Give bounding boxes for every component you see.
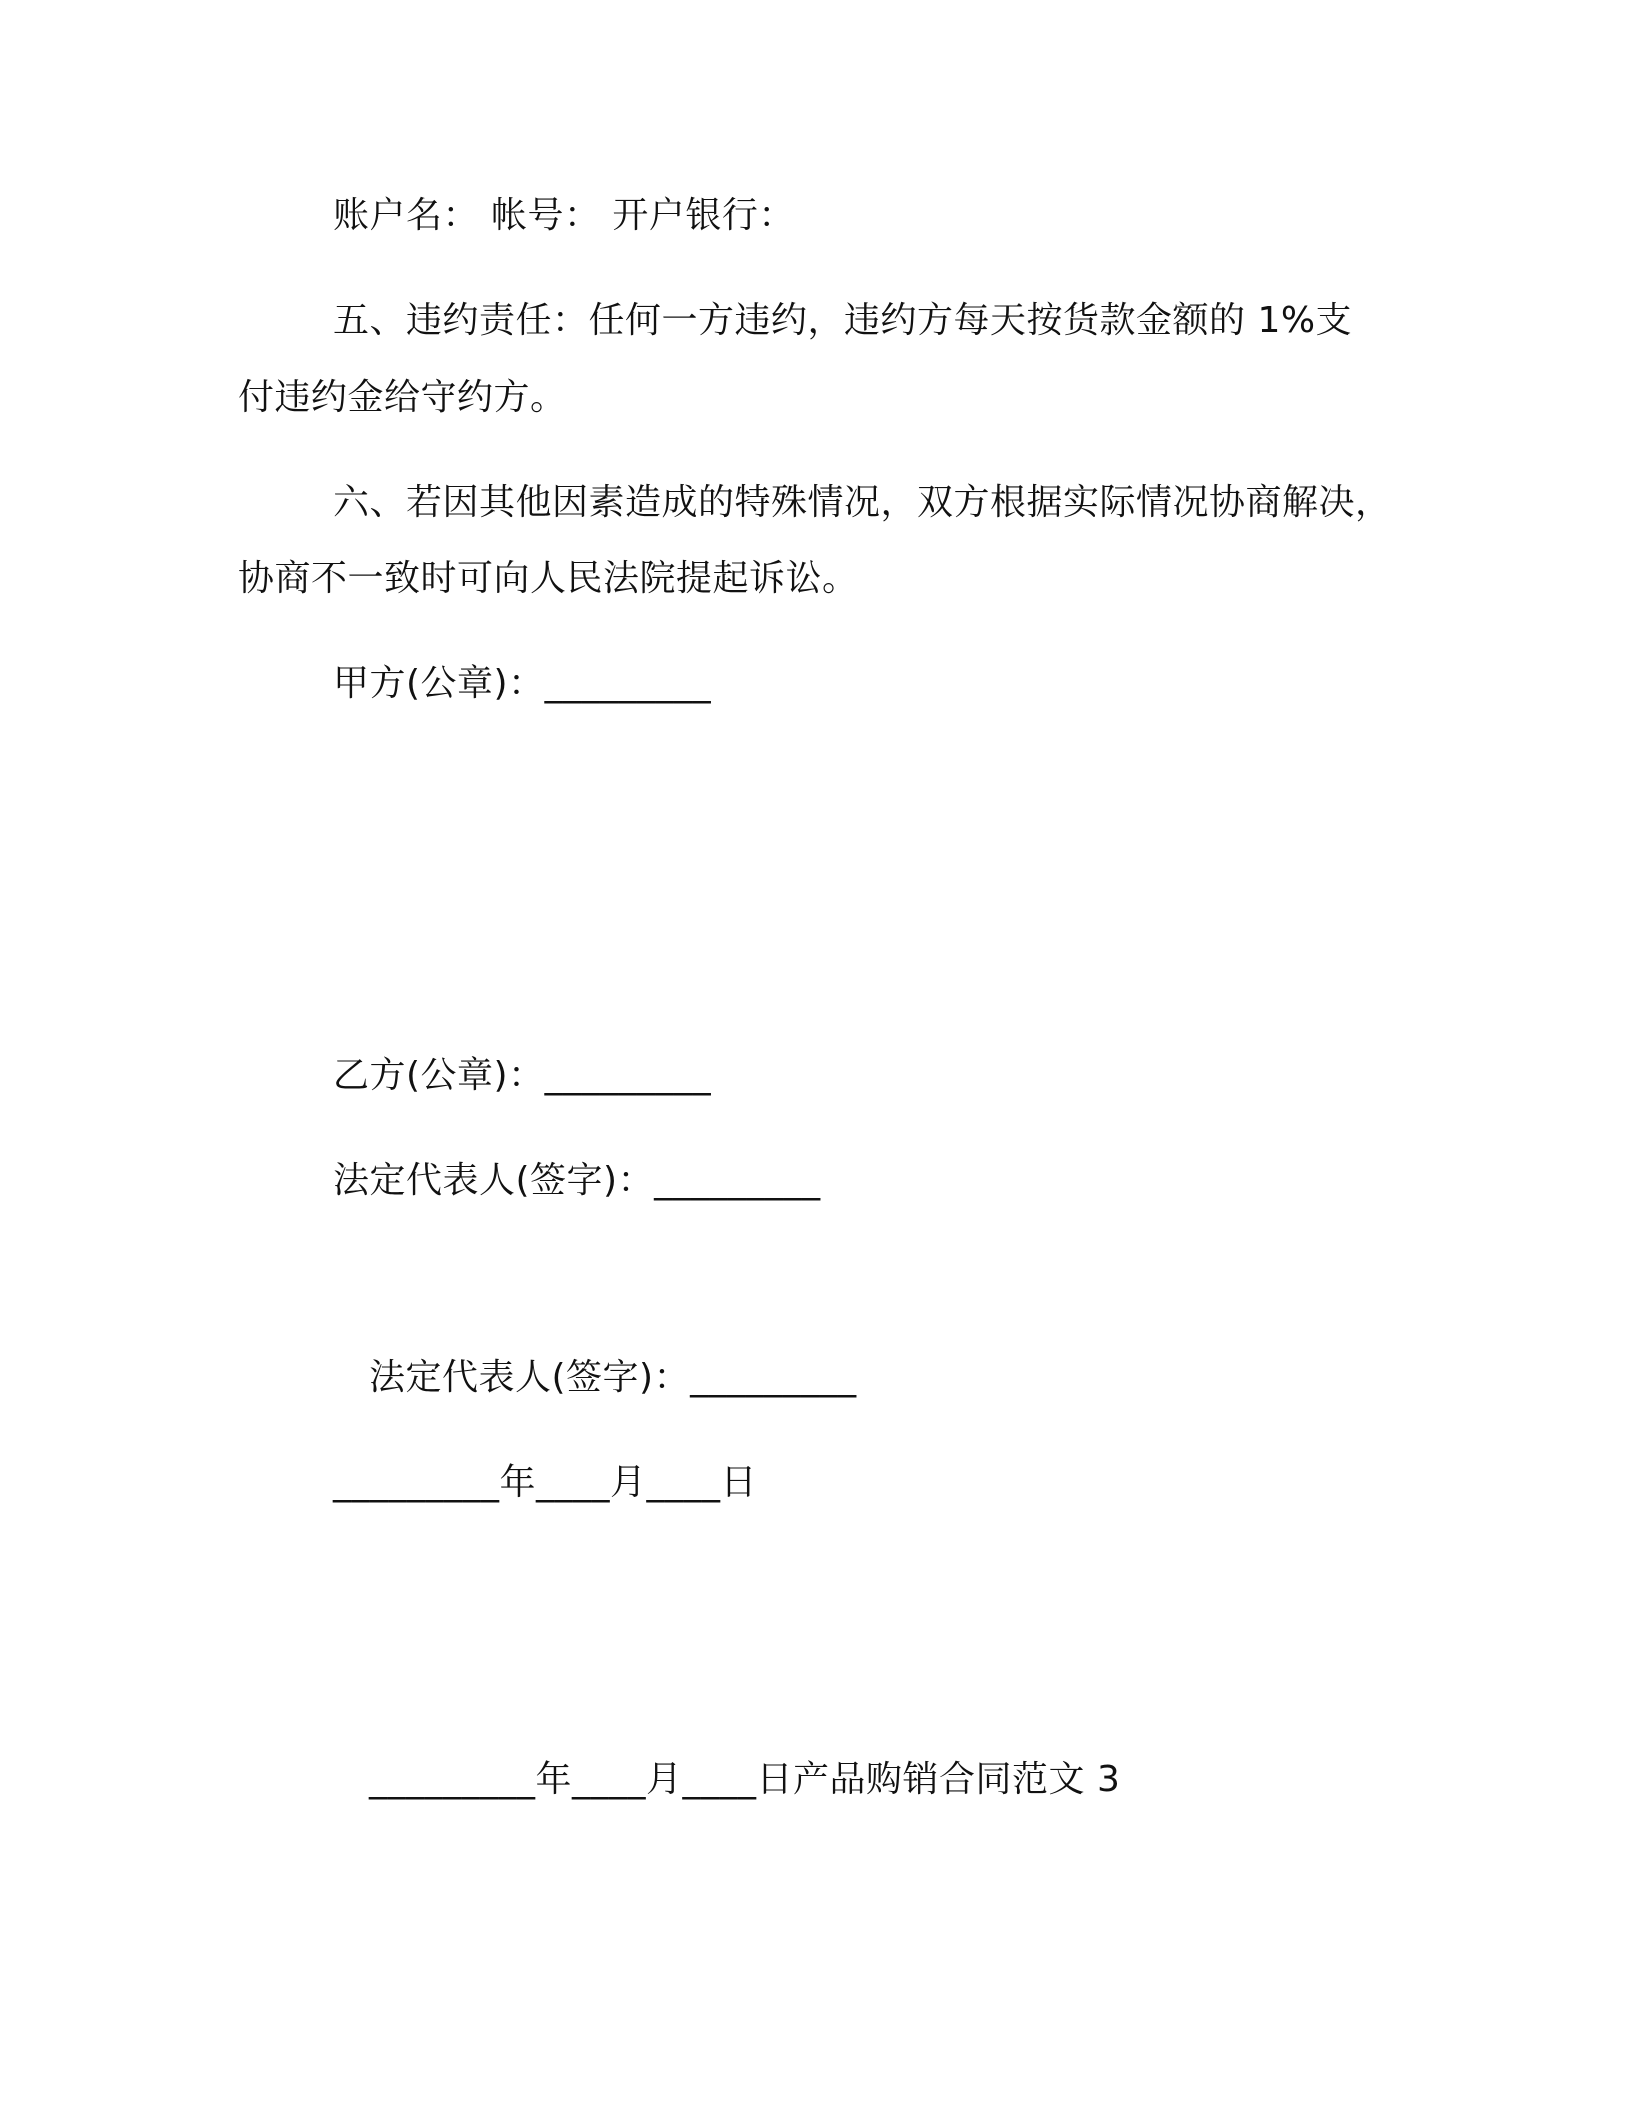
bank-account-line: 账户名： 帐号： 开户银行： xyxy=(333,195,795,236)
legal-representative-signature-line-1: 法定代表人(签字)：_________ xyxy=(333,1160,821,1201)
legal-representative-signature-line-2: 法定代表人(签字)：_________ xyxy=(369,1357,857,1398)
clause-5-line-1: 五、违约责任：任何一方违约，违约方每天按货款金额的 1%支 xyxy=(333,300,1353,341)
clause-5-line-2: 付违约金给守约方。 xyxy=(238,377,567,418)
date-line-2-with-title: _________年____月____日产品购销合同范文 3 xyxy=(369,1759,1121,1800)
party-a-seal-line: 甲方(公章)：_________ xyxy=(333,663,712,704)
party-b-seal-line: 乙方(公章)：_________ xyxy=(333,1055,712,1096)
date-line-1: _________年____月____日 xyxy=(333,1462,757,1503)
clause-6-line-2: 协商不一致时可向人民法院提起诉讼。 xyxy=(238,558,859,599)
clause-6-line-1: 六、若因其他因素造成的特殊情况，双方根据实际情况协商解决， xyxy=(333,482,1392,523)
